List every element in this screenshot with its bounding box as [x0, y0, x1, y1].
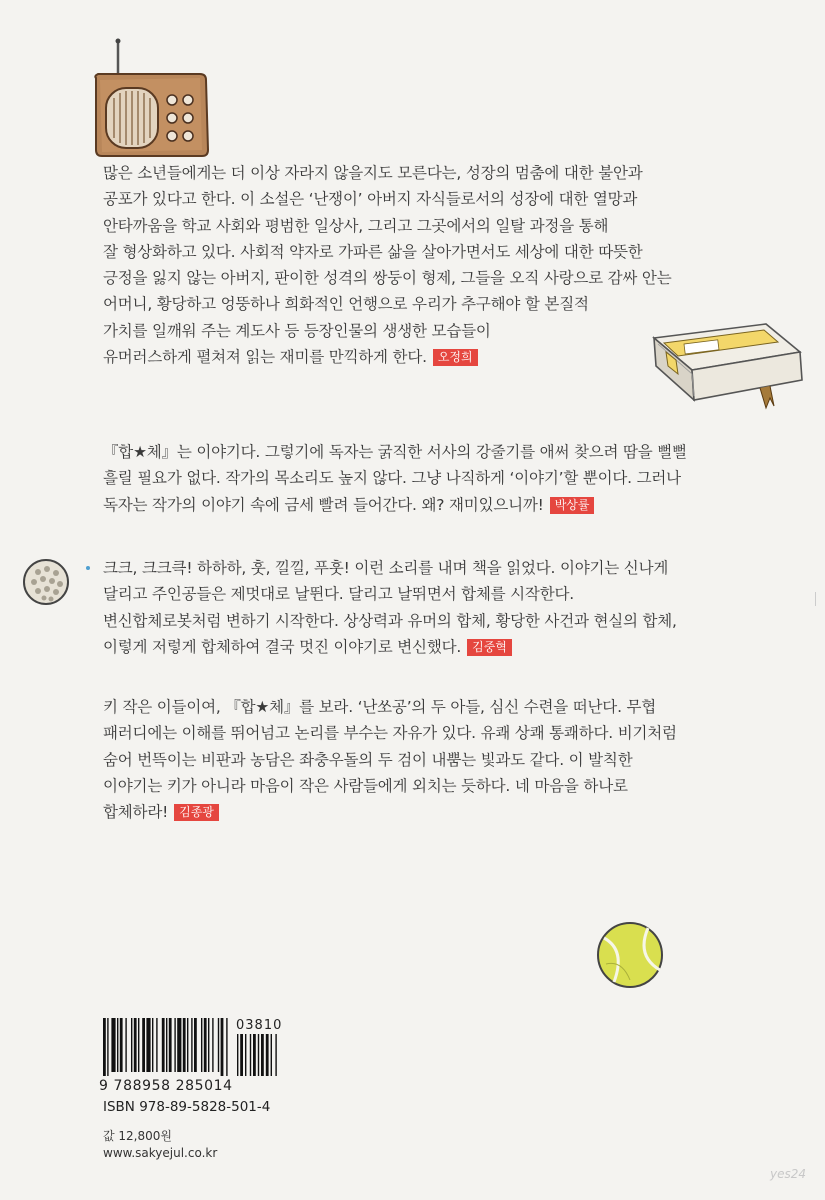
review-line: 안타까움을 학교 사회와 평범한 일상사, 그리고 그곳에서의 일탈 과정을 통해 [103, 216, 609, 235]
review-line-text: 독자는 작가의 이야기 속에 금세 빨려 들어간다. 왜? 재미있으니까! [103, 495, 544, 514]
barcode-bar [221, 1018, 224, 1076]
barcode-addon-bar [240, 1034, 243, 1076]
barcode-bar [152, 1018, 153, 1072]
barcode-bar [201, 1018, 202, 1072]
barcode-bar [187, 1018, 188, 1072]
barcode-bar [142, 1018, 145, 1072]
barcode-bar [174, 1018, 175, 1072]
barcode-bar [218, 1018, 219, 1072]
review-line: 이야기는 키가 아니라 마음이 작은 사람들에게 외치는 듯하다. 네 마음을 하나로 [103, 776, 628, 795]
barcode-bar [162, 1018, 165, 1072]
review-park-sangryul [103, 439, 687, 518]
barcode-bar [212, 1018, 213, 1072]
review-line-text: 이렇게 저렇게 합체하여 결국 멋진 이야기로 변신했다. [103, 637, 462, 656]
review-line: 잘 형상화하고 있다. 사회적 약자로 가파른 삶을 살아가면서도 세상에 대한 따뜻한 [103, 242, 643, 261]
barcode-addon-bar [245, 1034, 246, 1076]
book-icon [648, 300, 808, 412]
review-oh-jeonghee [103, 160, 671, 370]
barcode-bar [183, 1018, 186, 1072]
author-tag: 박상률 [550, 497, 595, 514]
review-line: 긍정을 잃지 않는 아버지, 판이한 성격의 쌍둥이 형제, 그들을 오직 사랑으로 감싸 안는 [103, 269, 672, 288]
barcode-bar [208, 1018, 209, 1072]
golf-ball-icon [20, 556, 72, 608]
barcode-bar [131, 1018, 132, 1072]
review-kim-junghyuk [103, 555, 677, 660]
barcode-bar [111, 1018, 115, 1072]
radio-icon [88, 38, 216, 160]
review-line [103, 492, 687, 518]
barcode-addon-bar [250, 1034, 251, 1076]
price-text: 값 12,800원 [103, 1129, 172, 1143]
barcode-bar [138, 1018, 139, 1072]
barcode-bar [156, 1018, 157, 1072]
review-line: 흘릴 필요가 없다. 작가의 목소리도 높지 않다. 그냥 나직하게 ‘이야기’할 뿐이다. 그러나 [103, 469, 681, 488]
barcode-addon-bar [275, 1034, 276, 1076]
barcode-bar [120, 1018, 123, 1072]
review-line: 많은 소년들에게는 더 이상 자라지 않을지도 모른다는, 성장의 멈춤에 대한 불안과 [103, 164, 643, 182]
barcode-addon-bar [266, 1034, 269, 1076]
barcode-bar [166, 1018, 167, 1072]
review-line-text: 합체하라! [103, 803, 169, 822]
review-line: 패러디에는 이해를 뛰어넘고 논리를 부수는 자유가 있다. 유쾌 상쾌 통쾌하다. 비기처럼 [103, 724, 677, 743]
review-line: 크크, 크크큭! 하하하, 훗, 낄낄, 푸훗! 이런 소리를 내며 책을 읽었다. 이야기는 신나게 [103, 559, 669, 577]
barcode-addon-bar [253, 1034, 256, 1076]
barcode-bar [134, 1018, 137, 1072]
author-tag: 김종광 [174, 804, 219, 821]
barcode-addon-bar [237, 1034, 238, 1076]
review-line [103, 344, 671, 370]
review-line: 숨어 번뜩이는 비판과 농담은 좌충우돌의 두 검이 내뿜는 빛과도 같다. 이 발칙한 [103, 750, 633, 769]
barcode-addon-bar [271, 1034, 272, 1076]
review-line: 공포가 있다고 한다. 이 소설은 ‘난쟁이’ 아버지 자식들로서의 성장에 대한 열망과 [103, 190, 638, 209]
barcode-bar [204, 1018, 207, 1072]
review-line: 키 작은 이들이여, 『합★체』를 보라. ‘난쏘공’의 두 아들, 심신 수련을 떠난다. 무협 [103, 698, 657, 716]
review-line: 어머니, 황당하고 엉뚱하나 희화적인 언행으로 우리가 추구해야 할 본질적 [103, 295, 589, 314]
barcode-number: 9 788958 285014 [99, 1078, 233, 1094]
barcode-bar [103, 1018, 106, 1076]
barcode-bar [125, 1018, 126, 1072]
isbn-text: ISBN 978-89-5828-501-4 [103, 1099, 271, 1115]
author-tag: 김중혁 [467, 639, 512, 656]
barcode-addon: 03810 [236, 1018, 283, 1033]
review-line: 변신합체로봇처럼 변하기 시작한다. 상상력과 유머의 합체, 황당한 사건과 현실의 합체, [103, 611, 677, 630]
review-line: 가치를 일깨워 주는 계도사 등 등장인물의 생생한 모습들이 [103, 321, 491, 340]
barcode-addon-bar [258, 1034, 259, 1076]
barcode-bar [177, 1018, 181, 1072]
review-line [103, 634, 677, 660]
barcode-bar [146, 1018, 150, 1072]
barcode-bar [107, 1018, 108, 1076]
author-tag: 오정희 [433, 349, 478, 366]
review-line-text: 유머러스하게 펼쳐져 읽는 재미를 만끽하게 한다. [103, 348, 427, 367]
review-line [103, 799, 677, 825]
barcode-bar [194, 1018, 197, 1072]
margin-mark [815, 592, 816, 606]
watermark-logo: yes24 [770, 1167, 807, 1181]
website-text: www.sakyejul.co.kr [103, 1146, 218, 1160]
review-kim-jonggwang [103, 694, 677, 825]
barcode-bar [117, 1018, 118, 1072]
barcode-bar [169, 1018, 172, 1072]
barcode-bar [226, 1018, 227, 1076]
tennis-ball-icon [592, 920, 670, 992]
barcode-addon-bar [261, 1034, 264, 1076]
bullet-dot-icon [86, 566, 90, 570]
review-line: 『합★체』는 이야기다. 그렇기에 독자는 굵직한 서사의 강줄기를 애써 찾으려 땀을 뻘뻘 [103, 443, 687, 461]
barcode-bar [191, 1018, 192, 1072]
review-line: 달리고 주인공들은 제멋대로 날뛴다. 달리고 날뛰면서 합체를 시작한다. [103, 585, 574, 604]
